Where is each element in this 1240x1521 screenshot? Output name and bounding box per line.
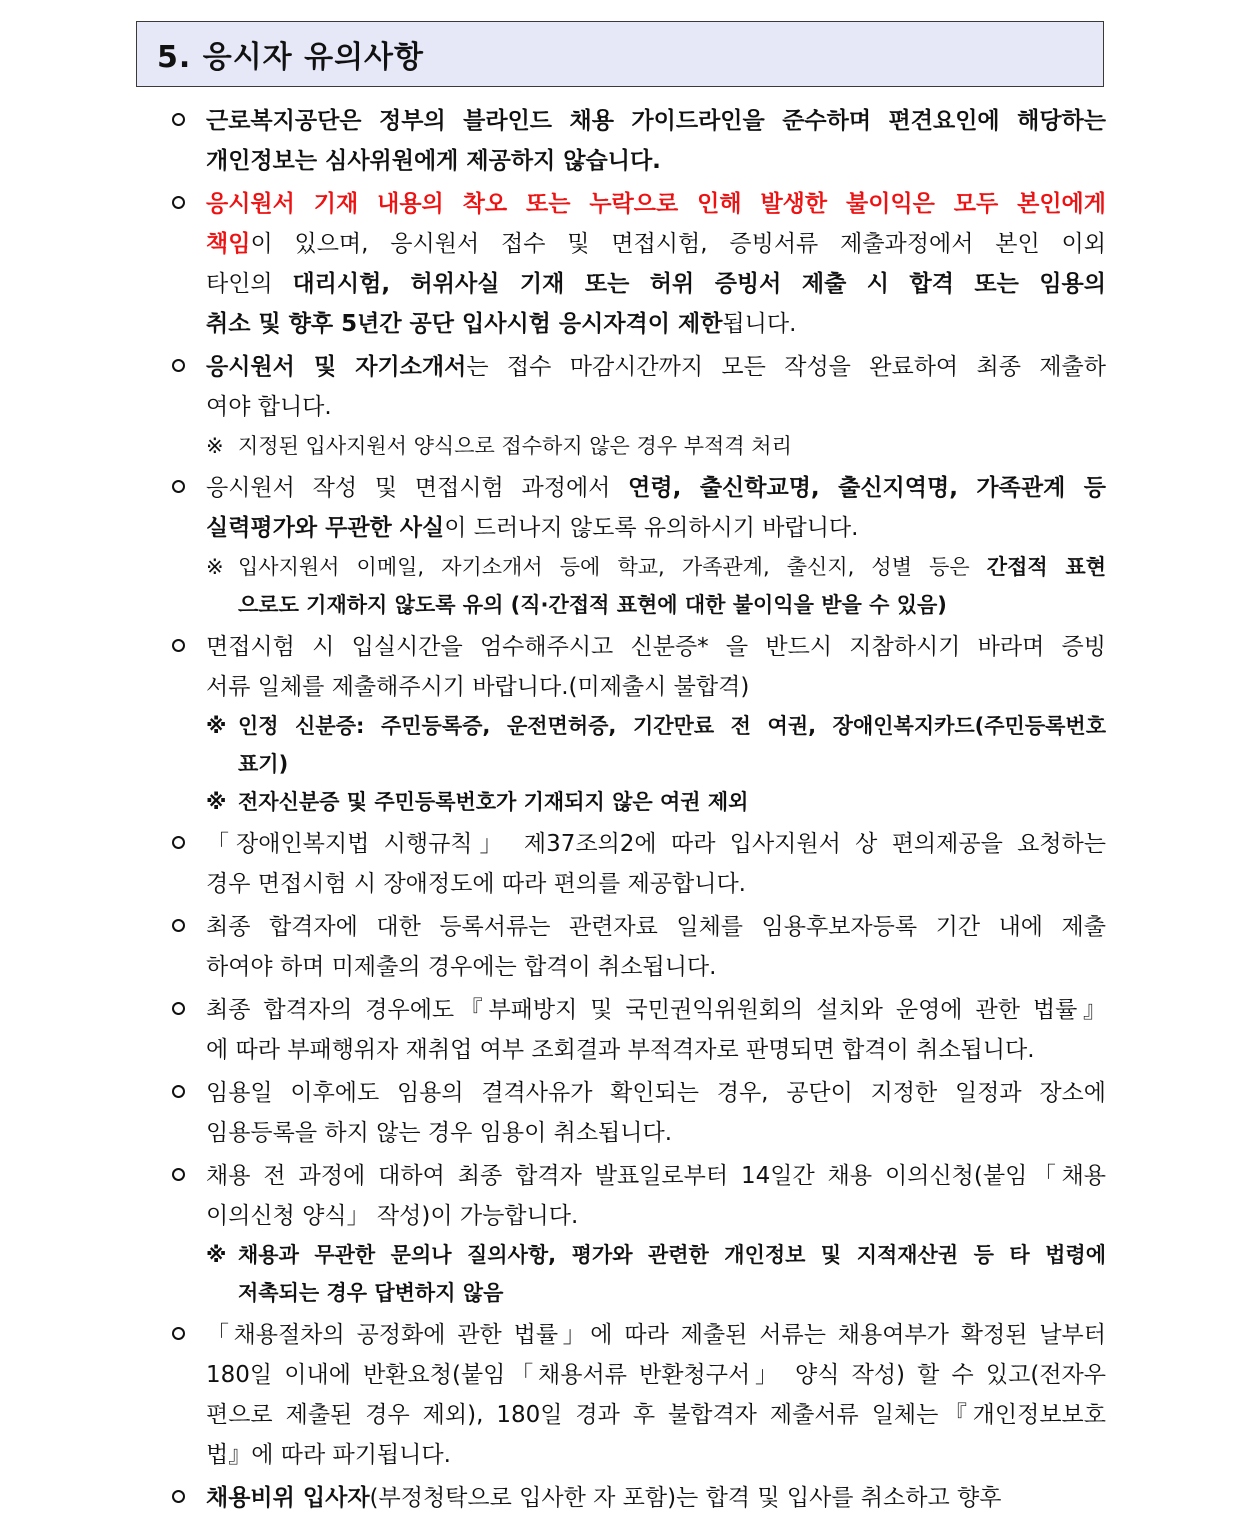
text-run: 「채용절차의 공정화에 관한 법률」에 따라 제출된 서류는 채용여부가 확정된 날부터 bbox=[206, 1322, 1106, 1348]
text-line bbox=[206, 468, 1106, 508]
text-line bbox=[206, 627, 1106, 667]
text-line bbox=[206, 184, 1106, 224]
reference-note bbox=[206, 707, 1106, 783]
text-line bbox=[206, 1478, 1106, 1518]
circle-bullet-icon bbox=[172, 639, 185, 652]
text-run: 는 접수 마감시간까지 모든 작성을 완료하여 최종 제출하 bbox=[466, 354, 1106, 380]
text-line bbox=[206, 667, 1106, 707]
circle-bullet-icon bbox=[172, 919, 185, 932]
reference-note bbox=[206, 1236, 1106, 1312]
text-line bbox=[238, 548, 1106, 586]
text-run: 「장애인복지법 시행규칙」 제37조의2에 따라 입사지원서 상 편의제공을 요청하는 bbox=[206, 831, 1106, 857]
reference-note bbox=[206, 427, 1106, 465]
text-line bbox=[238, 1274, 1106, 1312]
text-run: 채용 전 과정에 대하여 최종 합격자 발표일로부터 14일간 채용 이의신청(붙임「채용 bbox=[206, 1163, 1106, 1189]
text-run: 지정된 입사지원서 양식으로 접수하지 않은 경우 부적격 처리 bbox=[238, 434, 792, 458]
text-run: 책임 bbox=[206, 231, 251, 257]
notice-item bbox=[172, 1156, 1106, 1312]
text-line bbox=[206, 1030, 1106, 1070]
text-run: 응시원서 및 자기소개서 bbox=[206, 354, 467, 380]
text-line bbox=[206, 907, 1106, 947]
reference-mark-icon: ※ bbox=[206, 790, 227, 814]
reference-note bbox=[206, 783, 1106, 821]
text-line bbox=[206, 141, 1106, 181]
notice-item bbox=[172, 824, 1106, 904]
circle-bullet-icon bbox=[172, 1002, 185, 1015]
text-line bbox=[206, 1113, 1106, 1153]
circle-bullet-icon bbox=[172, 836, 185, 849]
notice-item bbox=[172, 101, 1106, 181]
text-run: 이 드러나지 않도록 유의하시기 바랍니다. bbox=[444, 515, 859, 541]
text-line bbox=[238, 745, 1106, 783]
notice-item bbox=[172, 1073, 1106, 1153]
circle-bullet-icon bbox=[172, 1327, 185, 1340]
reference-mark-icon: ※ bbox=[206, 555, 224, 579]
reference-note bbox=[206, 548, 1106, 624]
text-line bbox=[206, 1196, 1106, 1236]
text-run: 임용등록을 하지 않는 경우 임용이 취소됩니다. bbox=[206, 1120, 673, 1146]
text-run: 면접시험 시 입실시간을 엄수해주시고 신분증* 을 반드시 지참하시기 바라며 증빙 bbox=[206, 634, 1106, 660]
section-header bbox=[136, 21, 1104, 87]
text-run: 대리시험, 허위사실 기재 또는 허위 증빙서 제출 시 합격 또는 임용의 bbox=[292, 271, 1106, 297]
text-run: 저촉되는 경우 답변하지 않음 bbox=[238, 1281, 504, 1305]
text-run: 법』에 따라 파기됩니다. bbox=[206, 1442, 451, 1468]
text-line bbox=[206, 947, 1106, 987]
text-run: 에 따라 부패행위자 재취업 여부 조회결과 부적격자로 판명되면 합격이 취소됩니다. bbox=[206, 1037, 1035, 1063]
text-line bbox=[206, 224, 1106, 264]
text-run: 근로복지공단은 정부의 블라인드 채용 가이드라인을 준수하며 편견요인에 해당하는 bbox=[206, 108, 1106, 134]
text-run: 취소 및 향후 5년간 공단 입사시험 응시자격이 제한 bbox=[206, 311, 723, 337]
text-run: 서류 일체를 제출해주시기 바랍니다.(미제출시 불합격) bbox=[206, 674, 750, 700]
notice-list bbox=[172, 101, 1106, 1521]
text-run: 경우 면접시험 시 장애정도에 따라 편의를 제공합니다. bbox=[206, 871, 746, 897]
notice-item bbox=[172, 347, 1106, 465]
text-line bbox=[206, 1435, 1106, 1475]
text-line bbox=[238, 427, 1106, 465]
text-line bbox=[206, 1315, 1106, 1355]
notice-item bbox=[172, 907, 1106, 987]
text-run: 여야 합니다. bbox=[206, 394, 332, 420]
text-line bbox=[206, 990, 1106, 1030]
text-run: 연령, 출신학교명, 출신지역명, 가족관계 등 bbox=[628, 475, 1106, 501]
text-run: 인정 신분증: 주민등록증, 운전면허증, 기간만료 전 여권, 장애인복지카드(주민등록번호 bbox=[238, 714, 1106, 738]
text-line bbox=[206, 264, 1106, 304]
text-run: 채용과 무관한 문의나 질의사항, 평가와 관련한 개인정보 및 지적재산권 등 타 법령에 bbox=[238, 1243, 1106, 1267]
circle-bullet-icon bbox=[172, 1085, 185, 1098]
text-run: 타인의 bbox=[206, 271, 293, 297]
text-line bbox=[206, 304, 1106, 344]
text-run: 이의신청 양식」 작성)이 가능합니다. bbox=[206, 1203, 579, 1229]
text-run: 채용비위 입사자 bbox=[206, 1485, 370, 1511]
text-run: 최종 합격자에 대한 등록서류는 관련자료 일체를 임용후보자등록 기간 내에 제출 bbox=[206, 914, 1106, 940]
text-line bbox=[206, 387, 1106, 427]
text-line bbox=[206, 824, 1106, 864]
text-line bbox=[238, 707, 1106, 745]
circle-bullet-icon bbox=[172, 1168, 185, 1181]
text-run: (부정청탁으로 입사한 자 포함)는 합격 및 입사를 취소하고 향후 bbox=[369, 1485, 1002, 1511]
text-run: 으로도 기재하지 않도록 유의 (직·간접적 표현에 대한 불이익을 받을 수 있음) bbox=[238, 593, 947, 617]
text-run: 편으로 제출된 경우 제외), 180일 경과 후 불합격자 제출서류 일체는『개인정보보호 bbox=[206, 1402, 1106, 1428]
circle-bullet-icon bbox=[172, 1490, 185, 1503]
notice-item bbox=[172, 468, 1106, 624]
notice-item bbox=[172, 627, 1106, 821]
text-run: 이 있으며, 응시원서 접수 및 면접시험, 증빙서류 제출과정에서 본인 이외 bbox=[250, 231, 1106, 257]
text-run: 응시원서 작성 및 면접시험 과정에서 bbox=[206, 475, 629, 501]
text-line bbox=[206, 347, 1106, 387]
notice-item bbox=[172, 990, 1106, 1070]
text-run: 전자신분증 및 주민등록번호가 기재되지 않은 여권 제외 bbox=[238, 790, 749, 814]
text-run: 실력평가와 무관한 사실 bbox=[206, 515, 445, 541]
text-run: 180일 이내에 반환요청(붙임「채용서류 반환청구서」 양식 작성) 할 수 있고(전자우 bbox=[206, 1362, 1106, 1388]
text-line bbox=[206, 864, 1106, 904]
circle-bullet-icon bbox=[172, 113, 185, 126]
text-run: 입사지원서 이메일, 자기소개서 등에 학교, 가족관계, 출신지, 성별 등은 bbox=[238, 555, 987, 579]
text-run: 간접적 표현 bbox=[986, 555, 1106, 579]
text-line bbox=[206, 1073, 1106, 1113]
text-run: 하여야 하며 미제출의 경우에는 합격이 취소됩니다. bbox=[206, 954, 717, 980]
text-line bbox=[238, 1236, 1106, 1274]
notice-item bbox=[172, 184, 1106, 344]
text-line bbox=[206, 508, 1106, 548]
text-line bbox=[206, 1355, 1106, 1395]
text-run: 개인정보는 심사위원에게 제공하지 않습니다. bbox=[206, 148, 661, 174]
reference-mark-icon: ※ bbox=[206, 714, 227, 738]
circle-bullet-icon bbox=[172, 359, 185, 372]
notice-item bbox=[172, 1315, 1106, 1475]
text-run: 응시원서 기재 내용의 착오 또는 누락으로 인해 발생한 불이익은 모두 본인에게 bbox=[206, 191, 1106, 217]
circle-bullet-icon bbox=[172, 480, 185, 493]
circle-bullet-icon bbox=[172, 196, 185, 209]
text-line bbox=[238, 783, 1106, 821]
text-run: 임용일 이후에도 임용의 결격사유가 확인되는 경우, 공단이 지정한 일정과 장소에 bbox=[206, 1080, 1106, 1106]
text-run: 됩니다. bbox=[722, 311, 797, 337]
notice-item bbox=[172, 1478, 1106, 1518]
text-line bbox=[206, 101, 1106, 141]
text-line bbox=[206, 1395, 1106, 1435]
section-title: 5. 응시자 유의사항 bbox=[157, 40, 425, 75]
reference-mark-icon: ※ bbox=[206, 1243, 227, 1267]
text-line bbox=[238, 586, 1106, 624]
text-run: 최종 합격자의 경우에도『부패방지 및 국민권익위원회의 설치와 운영에 관한 법률』 bbox=[206, 997, 1106, 1023]
reference-mark-icon: ※ bbox=[206, 434, 224, 458]
text-run: 표기) bbox=[238, 752, 289, 776]
text-line bbox=[206, 1156, 1106, 1196]
